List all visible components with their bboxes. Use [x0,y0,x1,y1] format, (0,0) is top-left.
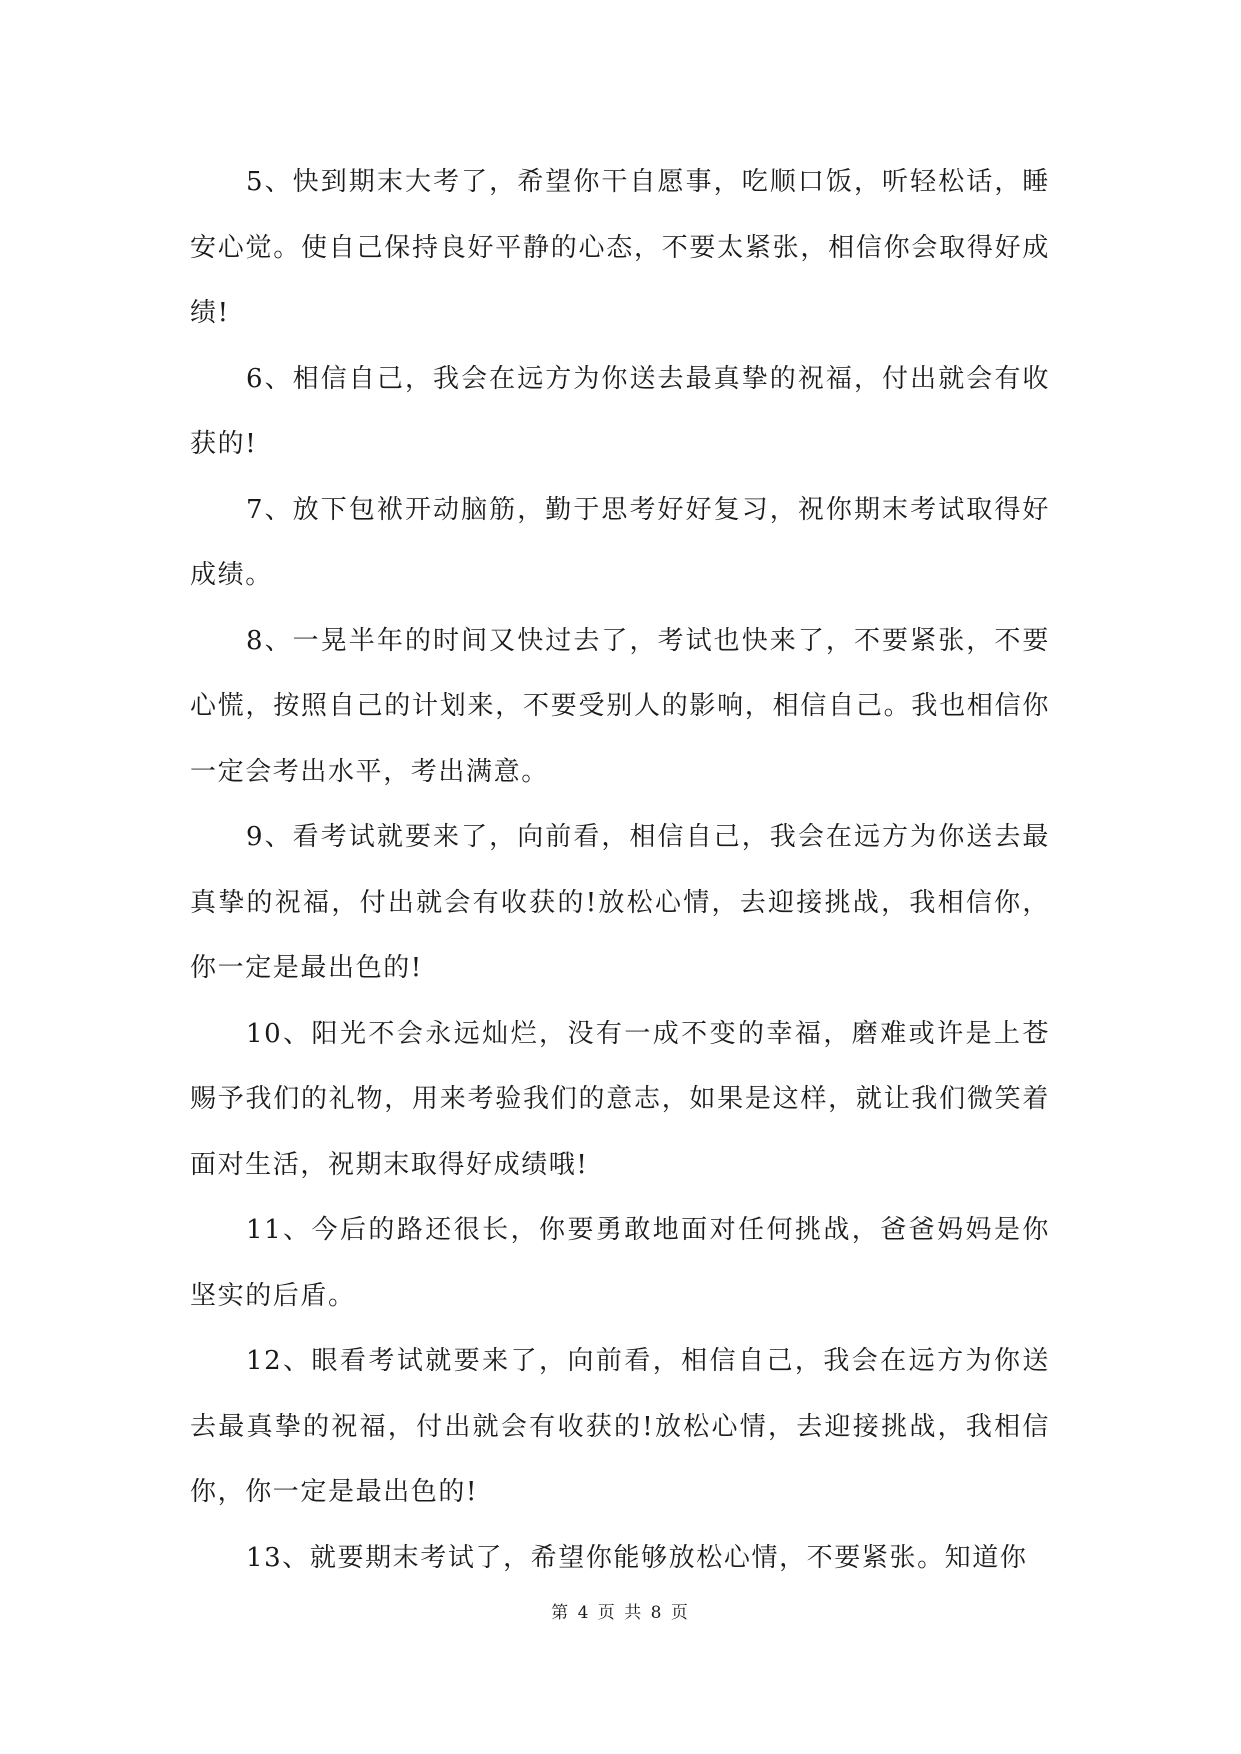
paragraph-9: 9、看考试就要来了，向前看，相信自己，我会在远方为你送去最真挚的祝福，付出就会有收获的!放松心情，去迎接挑战，我相信你，你一定是最出色的! [190,822,1050,983]
document-body [190,150,1050,1591]
paragraph-10: 10、阳光不会永远灿烂，没有一成不变的幸福，磨难或许是上苍赐予我们的礼物，用来考验我们的意志，如果是这样，就让我们微笑着面对生活，祝期末取得好成绩哦! [190,1018,1050,1180]
page-number-footer: 第 4 页 共 8 页 [551,1603,690,1623]
paragraph-11: 11、今后的路还很长，你要勇敢地面对任何挑战，爸爸妈妈是你坚实的后盾。 [190,1215,1050,1311]
paragraph-13: 13、就要期末考试了，希望你能够放松心情，不要紧张。知道你 [246,1542,1028,1573]
paragraph-8: 8、一晃半年的时间又快过去了，考试也快来了，不要紧张，不要心慌，按照自己的计划来，不要受别人的影响，相信自己。我也相信你一定会考出水平，考出满意。 [190,625,1050,787]
paragraph-12: 12、眼看考试就要来了，向前看，相信自己，我会在远方为你送去最真挚的祝福，付出就会有收获的!放松心情，去迎接挑战，我相信你，你一定是最出色的! [190,1346,1050,1507]
paragraph-7: 7、放下包袱开动脑筋，勤于思考好好复习，祝你期末考试取得好成绩。 [190,494,1050,590]
paragraph-5: 5、快到期末大考了，希望你干自愿事，吃顺口饭，听轻松话，睡安心觉。使自己保持良好平静的心态，不要太紧张，相信你会取得好成绩! [190,167,1050,328]
paragraph-6: 6、相信自己，我会在远方为你送去最真挚的祝福，付出就会有收获的! [190,363,1050,459]
